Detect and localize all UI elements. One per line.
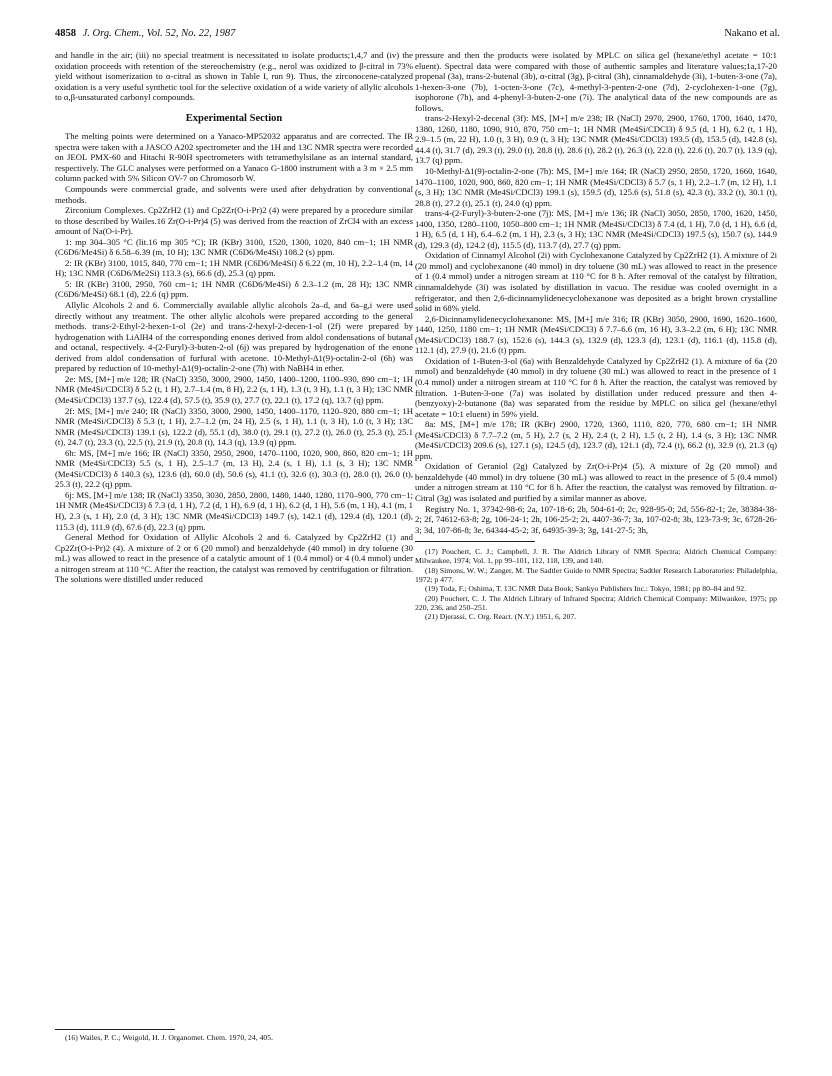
footnotes-right bbox=[415, 547, 777, 621]
footnote-19: (19) Toda, F.; Oshima, T. 13C NMR Data Book; Sankyo Publishers Inc.: Tokyo, 1981; pp 80–84 and 92. bbox=[425, 584, 747, 594]
paragraph-compound-2: 2: IR (KBr) 3100, 1015, 840, 770 cm−1; 1H NMR (C6D6/Me4Si) δ 6.22 (m, 10 H), 2.2–1.4 (m, 14 H); 13C NMR (C6D6/Me2Si) 113.3 (s), 66.6 (d), 25.3 (q) ppm. bbox=[55, 257, 413, 279]
footnote-17: (17) Pouchert, C. J.; Campbell, J. R. The Aldrich Library of NMR Spectra; Aldrich Chemical Company: Milwaukee, 1974; Vol. 1, pp 99–101, 112, 118, 139, and 140. bbox=[415, 547, 777, 566]
footnote-text: (16) Wailes, P. C.; Weigold, H. J. Organomet. Chem. 1970, 24, 405. bbox=[65, 1033, 274, 1042]
section-title: Experimental Section bbox=[185, 112, 283, 124]
paragraph-general-method: General Method for Oxidation of Allylic Alcohols 2 and 6. Catalyzed by Cp2ZrH2 (1) and Cp2Zr(O-i-Pr)2 (4). A mixture of 2 or 6 (20 mmol) and benzaldehyde (40 mmol) in dry toluene (30 mL) was allowed to react in the presence of a catalytic amount of 1 (0.4 mmol) or 4 (0.4 mmol) under a nitrogen stream at 110 °C. After the reaction, the catalyst was removed by centrifugation or filtration. The solutions were distilled under reduced bbox=[55, 532, 414, 585]
page-number: 4858 bbox=[55, 28, 76, 39]
paragraph-dicinnamylidene: 2,6-Dicinnamylidenecyclohexanone: MS, [M+] m/e 316; IR (KBr) 3050, 2900, 1690, 1620–1600, 1440, 1250, 1180 cm−1; 1H NMR (Me4Si/CDCl3) δ 7.7–6.6 (m, 16 H), 3.3–2.2 (m, 6 H); 13C NMR (Me4Si/CDCl3) 188.7 (s), 152.6 (s), 144.3 (s), 132.9 (d), 123.3 (d), 123.1 (d), 116.1 (d), 115.8 (d), 112.1 (d), 27.9 (t), 21.6 (t) ppm. bbox=[415, 313, 777, 356]
journal-citation: J. Org. Chem., Vol. 52, No. 22, 1987 bbox=[82, 28, 236, 39]
paragraph-registry: Registry No. 1, 37342-98-6; 2a, 107-18-6; 2b, 504-61-0; 2c, 928-95-0; 2d, 556-82-1; 2e, 38384-38-2; 2f, 74612-63-8; 2g, 106-24-1; 2h, 106-25-2; 2i, 4407-36-7; 3a, 107-02-8; 3b, 123-73-9; 3c, 6728-26-3; 3d, 107-86-8; 3e, 64344-45-2; 3f, 64935-39-3; 3g, 141-27-5; 3h, bbox=[415, 503, 777, 535]
paragraph-oxidation-cinnamyl: Oxidation of Cinnamyl Alcohol (2i) with Cyclohexanone Catalyzed by Cp2ZrH2 (1). A mixture of 2i (20 mmol) and cyclohexanone (40 mmol) in dry toluene (30 mL) was allowed to react in the presence of 1 (0.4 mmol) under a nitrogen stream at 110 °C for 8 h. After removal of the catalyst by filtration, cinnamaldehyde (3i) was isolated by distillation in vacuo. The residue was cooled overnight in a refrigerator, and then 2,6-dicinnamylidenecyclohexanone was deposited as a bright brown crystalline solid in 68% yield. bbox=[415, 250, 777, 314]
paragraph-8a: 8a: MS, [M+] m/e 178; IR (KBr) 2900, 1720, 1360, 1110, 820, 770, 680 cm−1; 1H NMR (Me4Si/CDCl3) δ 7.7–7.2 (m, 5 H), 2.7 (s, 2 H), 2.4 (t, 2 H), 1.5 (t, 2 H), 1.4 (s, 3 H); 13C NMR (Me4Si/CDCl3) 209.6 (s), 127.1 (s), 124.5 (d), 123.7 (d), 121.1 (d), 72.4 (t), 66.2 (t), 32.9 (t), 21.3 (q) ppm. bbox=[415, 419, 777, 461]
footnote-16 bbox=[55, 1033, 413, 1042]
paragraph-zirconium-complexes: Zirconium Complexes. Cp2ZrH2 (1) and Cp2Zr(O-i-Pr)2 (4) were prepared by a procedure similar to those described by Wailes.16 Zr(O-i-Pr)4 (5) was derived from the reaction of ZrCl4 with an excess amount of Na(O-i-Pr). bbox=[55, 205, 413, 237]
paragraph-6h: 6h: MS, [M+] m/e 166; IR (NaCl) 3350, 2950, 2900, 1470–1100, 1020, 900, 860, 820 cm−1; 1H NMR (Me4Si/CDCl3) 5.5 (s, 1 H), 2.5–1.7 (m, 13 H), 2.4 (s, 1 H), 1.1 (s, 3 H); 13C NMR (Me4Si/CDCl3) δ 140.3 (s), 123.6 (d), 60.0 (d), 50.6 (s), 41.1 (t), 32.6 (t), 30.3 (t), 28.0 (t), 26.0 (t), 25.3 (t), 22.2 (q) ppm. bbox=[55, 447, 413, 490]
running-authors: Nakano et al. bbox=[724, 28, 780, 39]
paragraph-2e: 2e: MS, [M+] m/e 128; IR (NaCl) 3350, 3000, 2900, 1450, 1400–1200, 1100–930, 890 cm−1; 1H NMR (Me4Si/CDCl3) δ 5.2 (t, 1 H), 2.7–1.4 (m, 8 H), 2.2 (s, 1 H), 1.3 (t, 3 H), 1.1 (t, 3 H); 13C NMR (Me4Si/CDCl3) 137.7 (s), 122.4 (d), 57.5 (t), 35.9 (t), 27.7 (t), 22.1 (t), 17.2 (q), 13.7 (q) ppm. bbox=[55, 373, 413, 405]
right-column bbox=[415, 50, 777, 622]
footnote-20: (20) Pouchert, C. J. The Aldrich Library of Infrared Spectra; Aldrich Chemical Company: Milwaukee, 1975; pp 220, 236, and 250–251. bbox=[415, 593, 777, 612]
left-column bbox=[55, 50, 413, 585]
paragraph-instruments: The melting points were determined on a Yanaco-MP52032 apparatus and are corrected. The IR spectra were taken with a JASCO A202 spectrometer and the 1H and 13C NMR spectra were recorded on JEOL PMX-60 and Hitachi R-90H spectrometers with tetramethylsilane as an internal standard, respectively. The GLC analyses were performed on a Yanaco G-1800 instrument with a 3 m × 2.5 mm column packed with 5% Silicon OV-7 on Chromosorb W. bbox=[55, 131, 413, 184]
paragraph-allylic-alcohols: Allylic Alcohols 2 and 6. Commercially available allylic alcohols 2a–d, and 6a–g,i were used directly without any treatment. The other allylic alcohols were prepared according to the general methods. trans-2-Ethyl-2-hexen-1-ol (2e) and trans-2-hexyl-2-decen-1-ol (2f) were prepared by hydrogenation with LiAlH4 of the corresponding enones derived from aldol condensations of butanal and octanal, respectively. 4-(2-Furyl)-3-buten-2-ol (6j) was prepared by hydrogenation of the enone derived from aldol condensation of furfural with acetone. 10-Methyl-Δ1(9)-octalin-2-ol (6h) was prepared by reduction of 10-methyl-Δ1(9)-octalin-2-one (7h) with NaBH4 in ether. bbox=[55, 300, 413, 374]
paragraph-3f: trans-2-Hexyl-2-decenal (3f): MS, [M+] m/e 238; IR (NaCl) 2970, 2900, 1760, 1700, 1640, 1470, 1380, 1260, 1180, 1090, 910, 870, 750 cm−1; 1H NMR (Me4Si/CDCl3) δ 9.5 (d, 1 H), 6.2 (t, 1 H), 2.9–1.5 (m, 22 H), 1.0 (t, 3 H), 0.9 (t, 3 H); 13C NMR (Me4Si/CDCl3) 193.5 (d), 153.5 (d), 142.8 (s), 44.4 (t), 31.7 (d), 29.3 (t), 29.0 (t), 28.8 (t), 28.6 (t), 28.2 (t), 26.3 (t), 22.8 (t), 22.6 (t), 20.7 (t), 13.9 (q), 13.7 (q) ppm. bbox=[415, 113, 777, 166]
paragraph-compounds: Compounds were commercial grade, and solvents were used after dehydration by conventional methods. bbox=[55, 184, 413, 205]
paragraph-oxidation-butenol: Oxidation of 1-Buten-3-ol (6a) with Benzaldehyde Catalyzed by Cp2ZrH2 (1). A mixture of 6a (20 mmol) and benzaldehyde (40 mmol) in dry toluene (30 mL) was allowed to react in the presence of 1 (0.4 mmol) under a nitrogen stream at 110 °C for 8 h. After the reaction, the catalyst was removed by filtration. 1-Buten-3-one (7a) was isolated by distillation under reduced pressure and then 4-(benzyoxy)-2-butanone (8a) was separated from the residue by MPLC on silica gel (hexane/ethyl acetate = 10:1 eluent) in 59% yield. bbox=[415, 355, 777, 419]
paragraph-continuation: pressure and then the products were isolated by MPLC on silica gel (hexane/ethyl acetate = 10:1 eluent). Spectral data were compared with those of authentic samples and literature values;1a,17-20 propenal (3a), trans-2-butenal (3b), α-citral (3g), β-citral (3h), cinnamaldehyde (3i), 1-buten-3-one (7a), 1-hexen-3-one (7b), 1-octen-3-one (7c), 4-methyl-3-penten-2-one (7d), 2-cyclohexen-1-one (7g), isophorone (7h), and 4-phenyl-3-buten-2-one (7i). The analytical data of the new compounds are as follows. bbox=[415, 50, 777, 113]
footnote-divider bbox=[415, 541, 535, 542]
page-header bbox=[55, 27, 780, 41]
intro-paragraph: and handle in the air; (iii) no special treatment is necessitated to isolate products;1,4,7 and (iv) the oxidation proceeds with retention of the stereochemistry (e.g., nerol was oxidized to β-citral in 73% yield without isomerization to α-citral as shown in Table I, run 9). Thus, the zirconocene-catalyzed oxidation is a very useful synthetic tool for the selective oxidation of a wide variety of allylic alcohols to α,β-unsaturated carbonyl compounds. bbox=[55, 50, 413, 103]
footnote-18: (18) Simons, W. W.; Zanger, M. The Sadtler Guide to NMR Spectra; Sadtler Research Laboratories: Philadelphia, 1972; p 477. bbox=[415, 565, 777, 585]
footnote-divider bbox=[55, 1029, 175, 1030]
paragraph-7h: 10-Methyl-Δ1(9)-octalin-2-one (7h): MS, [M+] m/e 164; IR (NaCl) 2950, 2850, 1720, 1660, 1640, 1470–1100, 1020, 900, 860, 820 cm−1; 1H NMR (Me4Si/CDCl3) δ 5.7 (s, 1 H), 2.2–1.7 (m, 12 H), 1.1 (s, 3 H); 13C NMR (Me4Si/CDCl3) 199.1 (s), 159.5 (d), 125.6 (s), 51.8 (s), 42.3 (t), 33.2 (t), 30.1 (t), 28.8 (t), 27.2 (t), 25.1 (t), 24.0 (q) ppm. bbox=[415, 166, 777, 208]
paragraph-2f: 2f: MS, [M+] m/e 240; IR (NaCl) 3350, 3000, 2900, 1450, 1400–1170, 1120–920, 880 cm−1; 1H NMR (Me4Si/CDCl3) δ 5.3 (t, 1 H), 2.7–1.2 (m, 24 H), 2.5 (s, 1 H), 1.1 (t, 3 H), 1.0 (t, 3 H); 13C NMR (Me4Si/CDCl3) 139.1 (s), 122.2 (d), 55.1 (d), 38.0 (t), 29.1 (t), 27.2 (t), 26.0 (t), 25.3 (t), 25.1 (t), 24.7 (t), 23.3 (t), 22.5 (t), 21.9 (t), 20.8 (t), 14.3 (q), 13.9 (q) ppm. bbox=[55, 405, 413, 448]
paragraph-oxidation-geraniol: Oxidation of Geraniol (2g) Catalyzed by Zr(O-i-Pr)4 (5). A mixture of 2g (20 mmol) and benzaldehyde (40 mmol) in dry toluene (30 mL) was allowed to react in the presence of 5 (0.4 mmol) under a nitrogen stream at 110 °C for 8 h. After the reaction, the catalyst was removed by filtration. α-Citral (3g) was isolated and purified by a similar manner as above. bbox=[415, 461, 777, 503]
paragraph-compound-1: 1: mp 304–305 °C (lit.16 mp 305 °C); IR (KBr) 3100, 1520, 1300, 1020, 840 cm−1; 1H NMR (C6D6/Me4Si) δ 6.58–6.39 (m, 10 H); 13C NMR (C6D6/Me4Si) 108.2 (s) ppm. bbox=[55, 236, 413, 258]
footnote-21: (21) Djerassi, C. Org. React. (N.Y.) 1951, 6, 207. bbox=[425, 612, 577, 622]
paragraph-6j: 6j: MS, [M+] m/e 138; IR (NaCl) 3350, 3030, 2850, 2800, 1480, 1440, 1280, 1170–900, 770 cm−1; 1H NMR (Me4Si/CDCl3) δ 7.3 (d, 1 H), 7.2 (d, 1 H), 6.9 (d, 1 H), 6.2 (d, 1 H), 5.6 (m, 1 H), 4.1 (m, 1 H), 2.3 (s, 1 H), 2.0 (d, 3 H); 13C NMR (Me4Si/CDCl3) 149.7 (s), 142.1 (d), 129.4 (d), 120.1 (d), 115.3 (d), 111.9 (d), 67.6 (d), 22.3 (q) ppm. bbox=[55, 489, 413, 532]
paragraph-compound-5: 5: IR (KBr) 3100, 2950, 760 cm−1; 1H NMR (C6D6/Me4Si) δ 2.3–1.2 (m, 28 H); 13C NMR (C6D6/Me4Si) 68.1 (d), 22.6 (q) ppm. bbox=[55, 278, 413, 300]
paragraph-7j: trans-4-(2-Furyl)-3-buten-2-one (7j): MS, [M+] m/e 136; IR (NaCl) 3050, 2850, 1700, 1620, 1450, 1400, 1350, 1280–1100, 1050–800 cm−1; 1H NMR (Me4Si/CDCl3) δ 7.4 (d, 1 H), 7.0 (d, 1 H), 6.6 (d, 1 H), 6.5 (d, 1 H), 6.4–6.2 (m, 1 H), 2.3 (s, 3 H); 13C NMR (Me4Si/CDCl3) 197.5 (s), 150.7 (s), 144.9 (d), 129.3 (d), 124.2 (d), 115.5 (d), 113.7 (d), 27.7 (q) ppm. bbox=[415, 208, 777, 250]
